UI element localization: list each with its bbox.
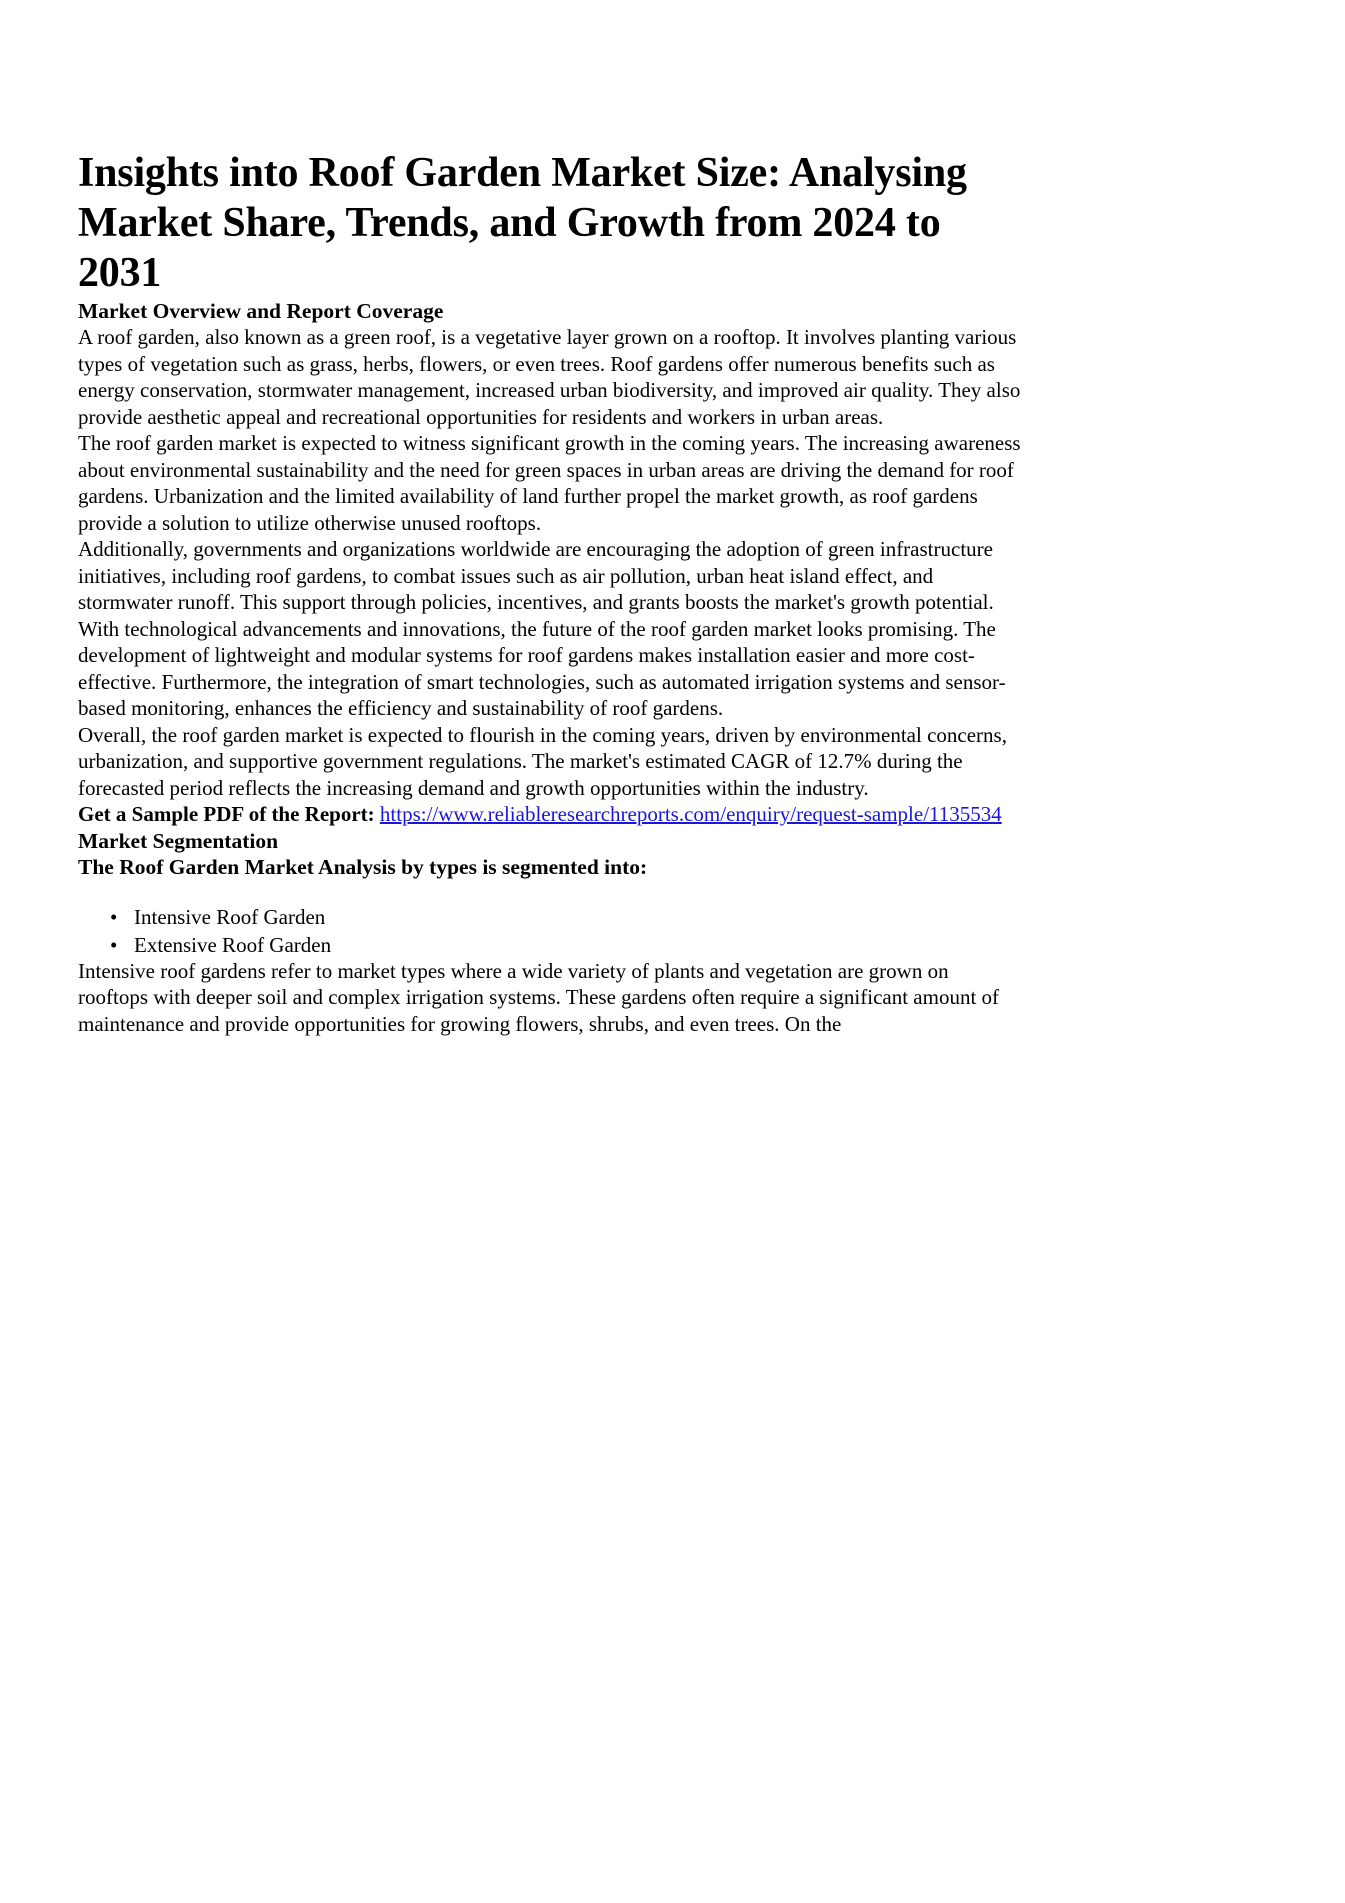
paragraph-market-growth: The roof garden market is expected to witness significant growth in the coming years. The increasing awareness about environmental sustainability and the need for green spaces in urban areas are driving the demand for roof gardens. Urbanization and the limited availability of land further propel the market growth, as roof gardens provide a solution to utilize otherwise unused rooftops. xyxy=(78,431,1021,535)
paragraph-government-initiatives: Additionally, governments and organizations worldwide are encouraging the adoption of green infrastructure initiatives, including roof gardens, to combat issues such as air pollution, urban heat island effect, and stormwater runoff. This support through policies, incentives, and grants boosts the market's growth potential. xyxy=(78,537,994,614)
segmentation-type-list xyxy=(78,904,1023,958)
list-item xyxy=(110,932,1023,958)
paragraph-intensive-roof-gardens: Intensive roof gardens refer to market types where a wide variety of plants and vegetation are grown on rooftops with deeper soil and complex irrigation systems. These gardens often require a significant amount of maintenance and provide opportunities for growing flowers, shrubs, and even trees. On the xyxy=(78,958,1000,1036)
page-title: Insights into Roof Garden Market Size: Analysing Market Share, Trends, and Growth from 2024 to 2031 xyxy=(78,150,967,296)
paragraph-overview-definition: A roof garden, also known as a green roof, is a vegetative layer grown on a rooftop. It involves planting various types of vegetation such as grass, herbs, flowers, or even trees. Roof gardens offer numerous benefits such as energy conservation, stormwater management, increased urban biodiversity, and improved air quality. They also provide aesthetic appeal and recreational opportunities for residents and workers in urban areas. xyxy=(78,325,1021,429)
bullet-icon: • xyxy=(110,932,118,957)
list-item xyxy=(110,904,1023,930)
list-item-label: Intensive Roof Garden xyxy=(134,904,326,929)
document-content xyxy=(78,0,1023,1037)
sample-pdf-line xyxy=(78,801,1023,828)
section-heading-market-segmentation: Market Segmentation xyxy=(78,828,279,853)
bullet-icon: • xyxy=(110,904,118,929)
section-heading-market-overview: Market Overview and Report Coverage xyxy=(78,299,444,323)
sample-pdf-link[interactable]: https://www.reliableresearchreports.com/enquiry/request-sample/1135534 xyxy=(379,802,1002,826)
subheading-types-segmentation: The Roof Garden Market Analysis by types is segmented into: xyxy=(78,854,648,879)
list-item-label: Extensive Roof Garden xyxy=(134,932,332,957)
paragraph-overall-summary: Overall, the roof garden market is expected to flourish in the coming years, driven by environmental concerns, urbanization, and supportive government regulations. The market's estimated CAGR of 12.7% during the forecasted period reflects the increasing demand and growth opportunities within the industry. xyxy=(78,722,1007,800)
sample-pdf-label: Get a Sample PDF of the Report: xyxy=(78,802,375,826)
paragraph-technology-outlook: With technological advancements and innovations, the future of the roof garden market looks promising. The development of lightweight and modular systems for roof gardens makes installation easier and more cost-effective. Furthermore, the integration of smart technologies, such as automated irrigation systems and sensor-based monitoring, enhances the efficiency and sustainability of roof gardens. xyxy=(78,616,1006,720)
